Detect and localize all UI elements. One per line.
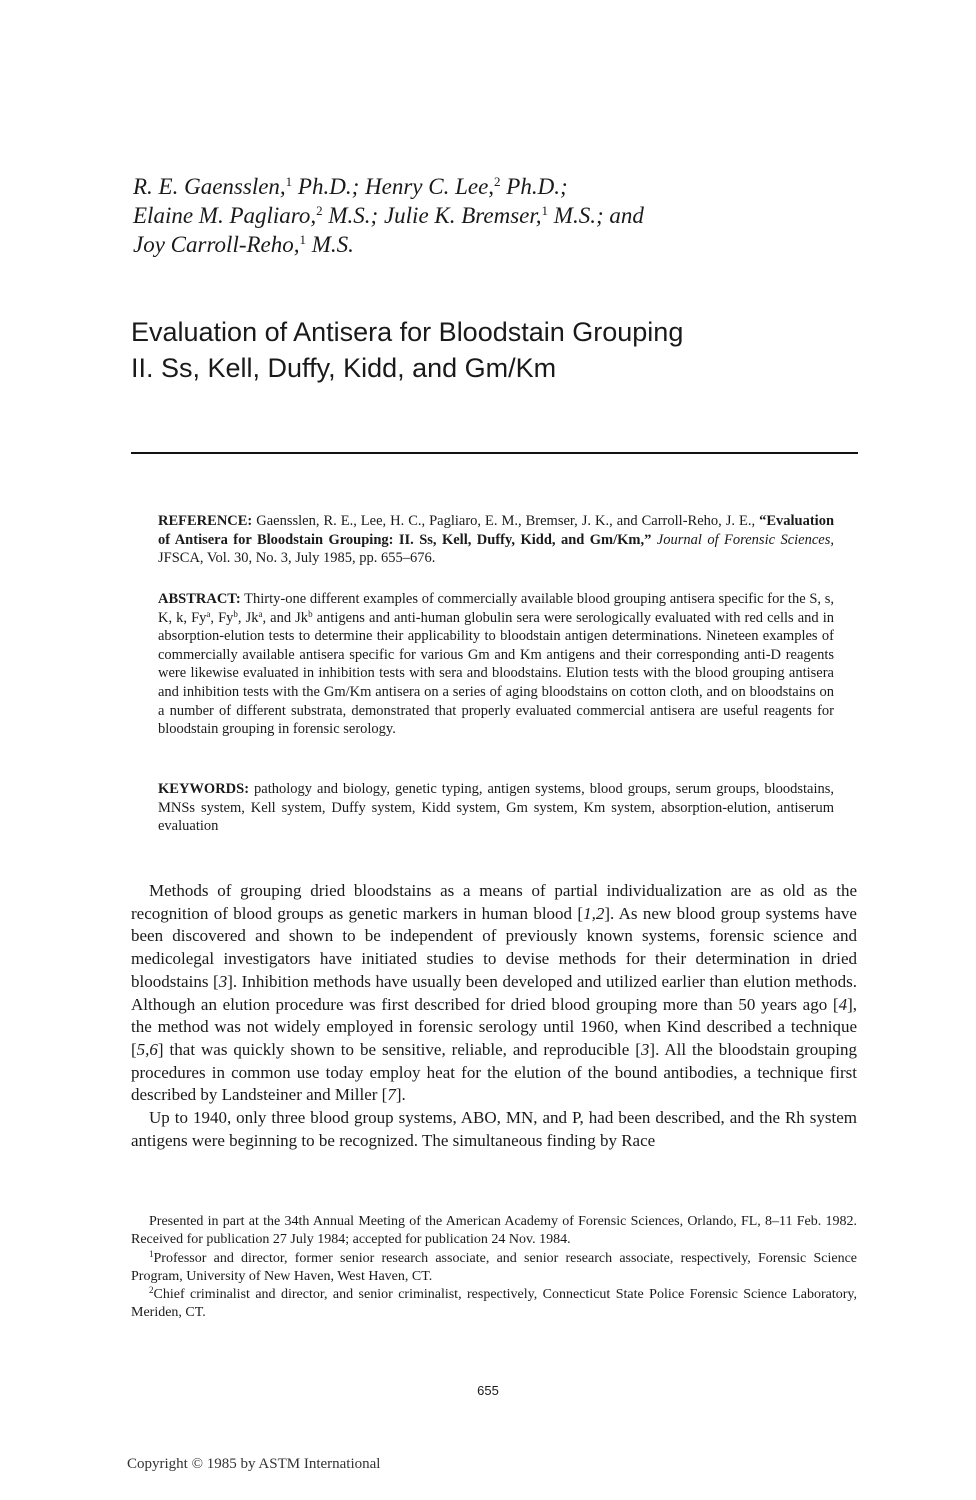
reference-block: [158, 512, 834, 568]
author-name: Henry C. Lee,: [365, 174, 495, 199]
abstract-label: ABSTRACT:: [158, 591, 241, 607]
title-line-1: Evaluation of Antisera for Bloodstain Grouping: [131, 317, 684, 347]
author-degree: M.S.: [311, 232, 354, 257]
abstract-text-end: antigens and anti-human globulin sera were serologically evaluated with red cells and in absorption-elution tests to determine their applicability to bloodstain antigen determinations. Nineteen examples of commercially available antisera specific for various Gm and Km antigens and their corresponding anti-D reagents were likewise evaluated in inhibition tests with sera and bloodstains. Elution tests with the blood grouping antisera and inhibition tests with the Gm/Km antisera on a series of aging bloodstains on cotton cloth, and on bloodstains on a number of different substrata, demonstrated that properly evaluated commercial antisera are useful reagents for bloodstain grouping in forensic serology.: [158, 609, 834, 738]
author-degree: M.S.;: [328, 203, 379, 228]
author-name: Joy Carroll-Reho,: [133, 232, 300, 257]
author-name: Julie K. Bremser,: [383, 203, 542, 228]
author-degree: Ph.D.;: [297, 174, 360, 199]
footnote-marker: 2: [149, 1285, 154, 1296]
footnote-presented: Presented in part at the 34th Annual Meeting of the American Academy of Forensic Sciences, Orlando, FL, 8–11 Feb. 1982. Received for publication 27 July 1984; accepted for publication 24 Nov. 1984.: [131, 1214, 857, 1248]
keywords-block: [158, 780, 834, 836]
author-degree: M.S.; and: [553, 203, 644, 228]
citation-ref: 3: [640, 1039, 650, 1059]
page-number: 655: [477, 1383, 499, 1398]
affiliation-marker: 1: [541, 203, 549, 218]
author-name: R. E. Gaensslen,: [133, 174, 286, 199]
abstract-block: ABSTRACT: Thirty-one different examples of commercially available blood grouping antisera specific for the S, s, K, k, Fy$^a$, Fy$^b$, Jk$^a$, and Jk$^b$ antigens and anti-human globulin sera were serologically evaluated with red cells and in absorption-elution tests to determine their applicability to bloodstain antigen determinations. Nineteen examples of commercially available antisera specific for various Gm and Km antigens and their corresponding anti-D reagents were likewise evaluated in inhibition tests with sera and bloodstains. Elution tests with the blood grouping antisera and inhibition tests with the Gm/Km antisera on a series of aging bloodstains on cotton cloth, and on bloodstains on a number of different substrata, demonstrated that properly evaluated commercial antisera are useful reagents for bloodstain grouping in forensic serology.: [158, 591, 834, 738]
affiliation-marker: 1: [285, 174, 293, 189]
citation-ref: 3: [218, 971, 228, 991]
footnote-2: $^2$Chief criminalist and director, and senior criminalist, respectively, Connecticut State Police Forensic Science Laboratory, Meriden, CT.: [131, 1285, 857, 1321]
citation-ref: 1,2: [583, 903, 605, 923]
reference-article-title: “Evaluation of Antisera for Bloodstain Grouping: II. Ss, Kell, Duffy, Kidd, and Gm/Km,”: [158, 513, 835, 548]
affiliation-marker: 2: [494, 174, 501, 189]
citation-ref: 7: [387, 1085, 396, 1105]
article-title: [131, 314, 871, 386]
reference-journal: Journal of Forensic Sciences,: [656, 531, 834, 548]
footnote-marker: 1: [149, 1248, 154, 1259]
author-line-1: [133, 172, 853, 201]
author-line-2: [133, 201, 853, 230]
body-paragraph-2: Up to 1940, only three blood group systems, ABO, MN, and P, had been described, and the Rh system antigens were beginning to be recognized. The simultaneous finding by Race: [131, 1108, 857, 1150]
affiliation-marker: 2: [316, 203, 323, 218]
citation-ref: 5,6: [136, 1039, 158, 1059]
footnotes: [131, 1213, 857, 1323]
reference-label: REFERENCE:: [158, 513, 253, 529]
author-degree: Ph.D.;: [506, 174, 568, 199]
body-text: [131, 880, 857, 1152]
reference-authors: Gaensslen, R. E., Lee, H. C., Pagliaro, E. M., Bremser, J. K., and Carroll-Reho, J. E.,: [256, 513, 756, 529]
keywords-label: KEYWORDS:: [158, 781, 250, 797]
author-name: Elaine M. Pagliaro,: [133, 203, 317, 228]
citation-ref: 4: [838, 994, 848, 1014]
author-line-3: [133, 230, 853, 259]
footnote-1: $^1$Professor and director, former senior research associate, and senior research associate, respectively, Forensic Science Program, University of New Haven, West Haven, CT.: [131, 1248, 857, 1284]
author-list: [133, 172, 853, 259]
title-divider: [131, 452, 858, 454]
abstract-text-start: Thirty-one different examples of commercially available blood grouping antisera specific for the S, s, K, k, Fy: [158, 591, 834, 626]
reference-citation: JFSCA, Vol. 30, No. 3, July 1985, pp. 655–676.: [158, 550, 436, 567]
keywords-text: pathology and biology, genetic typing, antigen systems, blood groups, serum groups, bloodstains, MNSs system, Kell system, Duffy system, Kidd system, Gm system, Km system, absorption-elution, antiserum evaluation: [158, 781, 835, 835]
affiliation-marker: 1: [299, 232, 307, 247]
copyright-notice: Copyright © 1985 by ASTM International: [127, 1456, 381, 1472]
body-paragraph-1: Methods of grouping dried bloodstains as a means of partial individualization are as old as the recognition of blood groups as genetic markers in human blood [1,2]. As new blood group systems have been discovered and shown to be independent of previously known systems, forensic science and medicolegal investigators have initiated studies to devise methods for their determination in dried bloodstains [3]. Inhibition methods have usually been developed and utilized earlier than elution methods. Although an elution procedure was first described for dried blood grouping more than 50 years ago [4], the method was not widely employed in forensic serology until 1960, when Kind described a technique [5,6] that was quickly shown to be sensitive, reliable, and reproducible [3]. All the bloodstain grouping procedures in common use today employ heat for the elution of the bound antibodies, a technique first described by Landsteiner and Miller [7].: [131, 881, 858, 1105]
title-line-2: II. Ss, Kell, Duffy, Kidd, and Gm/Km: [131, 353, 557, 383]
